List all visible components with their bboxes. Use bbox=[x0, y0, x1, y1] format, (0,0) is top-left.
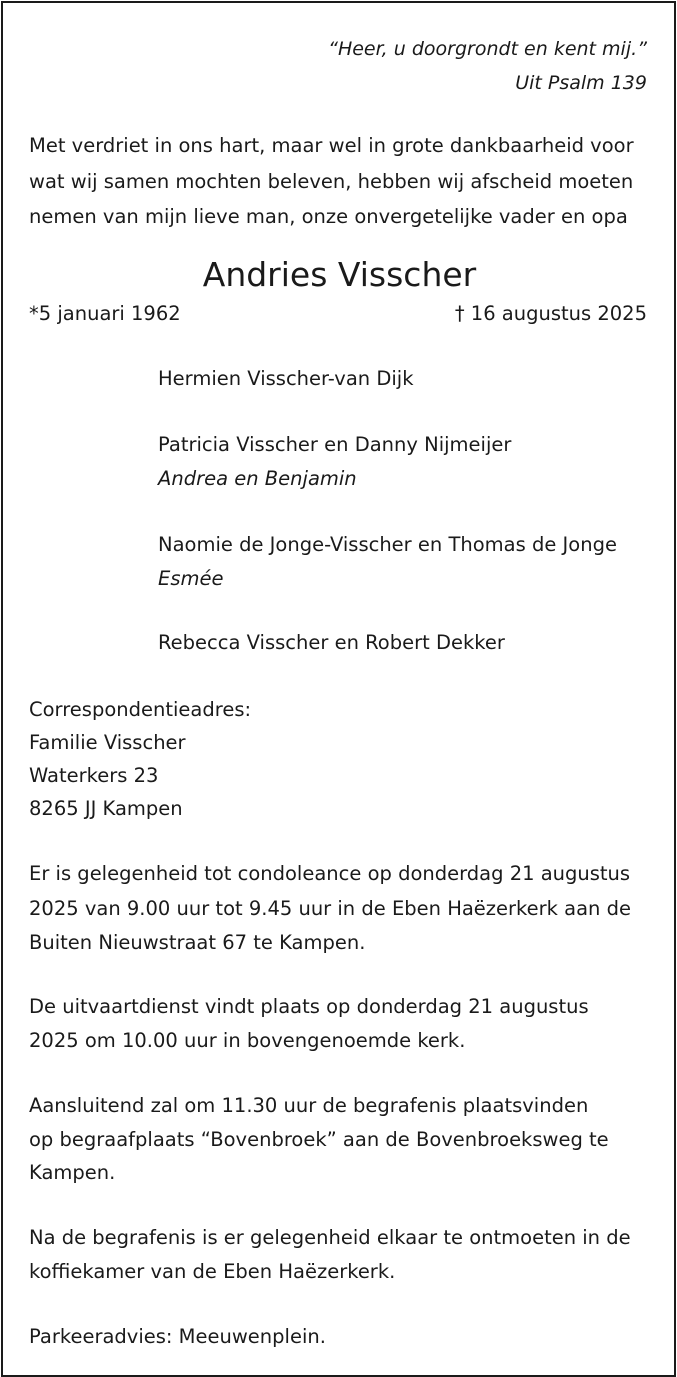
deceased-name: Andries Visscher bbox=[202, 255, 477, 294]
death-date: † 16 augustus 2025 bbox=[454, 302, 647, 325]
address-label: Correspondentieadres: bbox=[29, 698, 252, 721]
address-city: 8265 JJ Kampen bbox=[29, 797, 183, 820]
service-line: 2025 om 10.00 uur in bovengenoemde kerk. bbox=[29, 1029, 466, 1052]
family-line: Rebecca Visscher en Robert Dekker bbox=[158, 631, 505, 654]
burial-line: op begraafplaats “Bovenbroek” aan de Bovenbroeksweg te bbox=[29, 1128, 609, 1151]
intro-line: nemen van mijn lieve man, onze onvergetelijke vader en opa bbox=[29, 205, 628, 228]
address-name: Familie Visscher bbox=[29, 731, 186, 754]
family-children: Andrea en Benjamin bbox=[158, 467, 357, 490]
gathering-line: koffiekamer van de Eben Haëzerkerk. bbox=[29, 1260, 396, 1283]
family-children: Esmée bbox=[158, 567, 224, 590]
service-line: De uitvaartdienst vindt plaats op donderdag 21 augustus bbox=[29, 995, 589, 1018]
family-line: Patricia Visscher en Danny Nijmeijer bbox=[158, 433, 512, 456]
condolence-line: 2025 van 9.00 uur tot 9.45 uur in de Eben Haëzerkerk aan de bbox=[29, 897, 631, 920]
obituary-card bbox=[1, 1, 676, 1377]
burial-line: Kampen. bbox=[29, 1161, 116, 1184]
address-street: Waterkers 23 bbox=[29, 764, 159, 787]
quote-source: Uit Psalm 139 bbox=[515, 72, 647, 94]
family-line: Hermien Visscher-van Dijk bbox=[158, 367, 414, 390]
quote-text: “Heer, u doorgrondt en kent mij.” bbox=[328, 38, 647, 60]
gathering-line: Na de begrafenis is er gelegenheid elkaar te ontmoeten in de bbox=[29, 1226, 631, 1249]
birth-date: *5 januari 1962 bbox=[29, 302, 181, 325]
condolence-line: Er is gelegenheid tot condoleance op donderdag 21 augustus bbox=[29, 862, 631, 885]
family-line: Naomie de Jonge-Visscher en Thomas de Jonge bbox=[158, 533, 617, 556]
burial-line: Aansluitend zal om 11.30 uur de begrafenis plaatsvinden bbox=[29, 1094, 589, 1117]
intro-line: wat wij samen mochten beleven, hebben wij afscheid moeten bbox=[29, 170, 634, 193]
parking-advice: Parkeeradvies: Meeuwenplein. bbox=[29, 1325, 326, 1348]
intro-line: Met verdriet in ons hart, maar wel in grote dankbaarheid voor bbox=[29, 134, 634, 157]
condolence-line: Buiten Nieuwstraat 67 te Kampen. bbox=[29, 931, 366, 954]
